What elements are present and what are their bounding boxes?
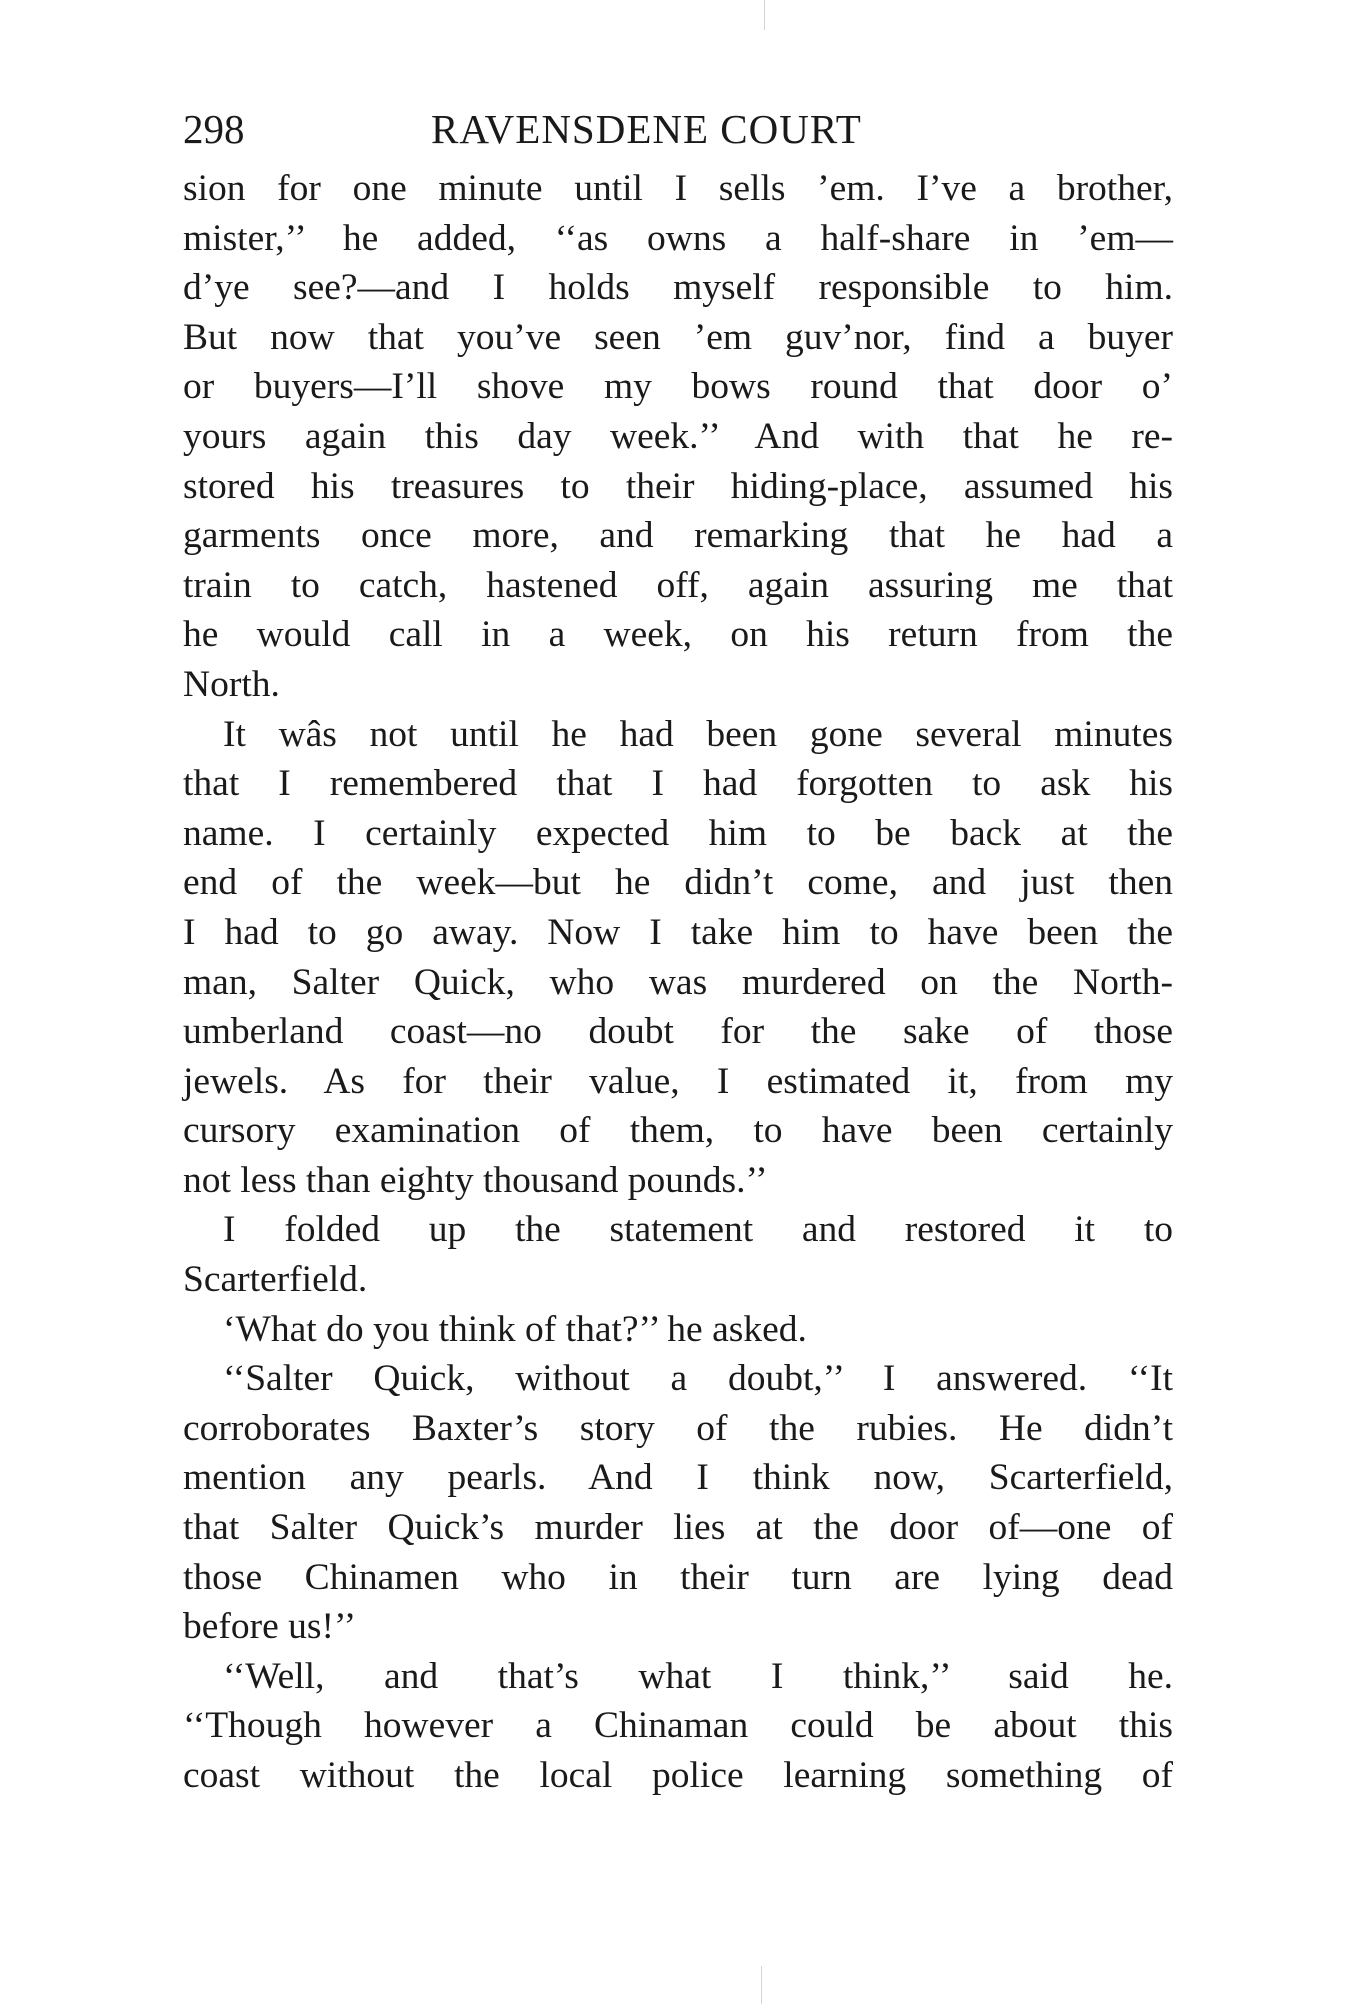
text-line: that Salter Quick’s murder lies at the door of—one of bbox=[183, 1507, 1173, 1549]
text-line: corroborates Baxter’s story of the rubies. He didn’t bbox=[183, 1407, 1173, 1449]
paragraph-first-line: ‘‘Salter Quick, without a doubt,’’ I answered. ‘‘It bbox=[223, 1358, 1173, 1400]
paragraph-first-line: ‘What do you think of that?’’ he asked. bbox=[223, 1308, 807, 1350]
text-line: ‘‘Though however a Chinaman could be about this bbox=[183, 1705, 1173, 1747]
scan-gutter-mark-top bbox=[764, 0, 765, 30]
text-line: not less than eighty thousand pounds.’’ bbox=[183, 1159, 768, 1201]
text-line: I had to go away. Now I take him to have been the bbox=[183, 911, 1173, 953]
text-line: yours again this day week.’’ And with that he re- bbox=[183, 415, 1173, 457]
text-line: or buyers—I’ll shove my bows round that door o’ bbox=[183, 366, 1173, 408]
text-line: d’ye see?—and I holds myself responsible to him. bbox=[183, 267, 1173, 309]
text-line: umberland coast—no doubt for the sake of those bbox=[183, 1011, 1173, 1053]
paragraph-first-line: ‘‘Well, and that’s what I think,’’ said he. bbox=[223, 1655, 1173, 1697]
text-line: end of the week—but he didn’t come, and just then bbox=[183, 862, 1173, 904]
text-line: mention any pearls. And I think now, Scarterfield, bbox=[183, 1457, 1173, 1499]
text-line: mister,’’ he added, ‘‘as owns a half-share in ’em— bbox=[183, 217, 1173, 259]
scan-gutter-mark-bottom bbox=[761, 1966, 762, 2004]
text-line: man, Salter Quick, who was murdered on the North- bbox=[183, 961, 1173, 1003]
text-line: stored his treasures to their hiding-place, assumed his bbox=[183, 465, 1173, 507]
running-title: RAVENSDENE COURT bbox=[431, 106, 862, 152]
text-line: sion for one minute until I sells ’em. I’ve a brother, bbox=[183, 168, 1173, 209]
paragraph-first-line: I folded up the statement and restored it to bbox=[223, 1209, 1173, 1251]
text-line: name. I certainly expected him to be back at the bbox=[183, 812, 1173, 854]
text-line: those Chinamen who in their turn are lying dead bbox=[183, 1556, 1173, 1598]
text-line: coast without the local police learning something of bbox=[183, 1755, 1173, 1796]
running-head bbox=[183, 98, 1183, 160]
text-line: he would call in a week, on his return from the bbox=[183, 614, 1173, 656]
page-number: 298 bbox=[183, 106, 245, 152]
text-line: garments once more, and remarking that he had a bbox=[183, 515, 1173, 557]
text-line: jewels. As for their value, I estimated it, from my bbox=[183, 1060, 1173, 1102]
text-line: that I remembered that I had forgotten to ask his bbox=[183, 763, 1173, 805]
text-line: cursory examination of them, to have been certainly bbox=[183, 1110, 1173, 1152]
body-text bbox=[183, 164, 1173, 1801]
text-line: before us!’’ bbox=[183, 1606, 357, 1648]
text-line: Scarterfield. bbox=[183, 1259, 368, 1301]
text-line: But now that you’ve seen ’em guv’nor, find a buyer bbox=[183, 316, 1173, 358]
text-line: train to catch, hastened off, again assuring me that bbox=[183, 564, 1173, 606]
paragraph-first-line: It wâs not until he had been gone several minutes bbox=[223, 713, 1173, 755]
text-line: North. bbox=[183, 663, 280, 705]
